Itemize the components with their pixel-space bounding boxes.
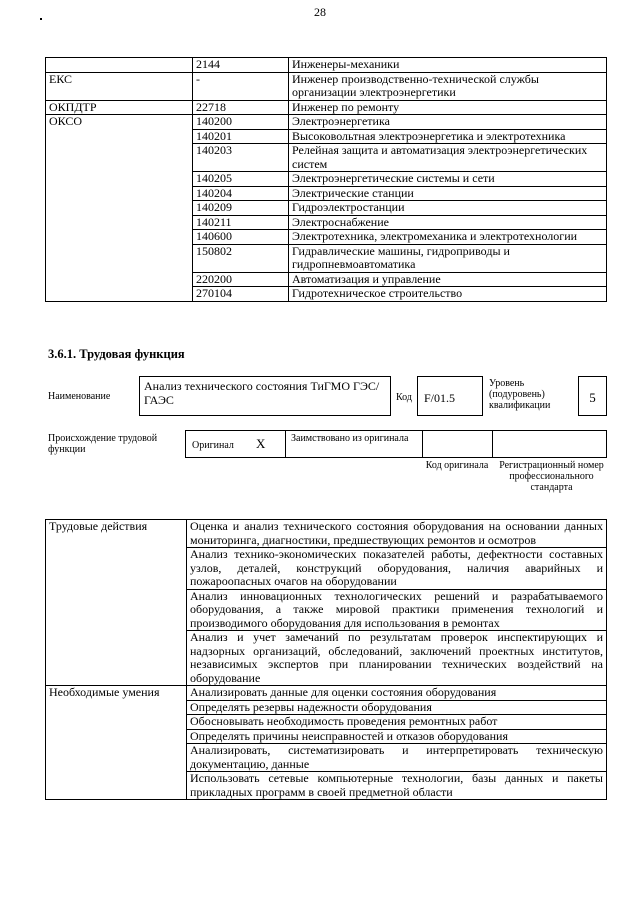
classification-group: ОКПДТР [46,100,193,115]
classification-name: Гидротехническое строительство [289,287,607,302]
labor-action: Оценка и анализ технического состояния оборудования на основании данных мониторинга, диагностики, предшествующих ремонтов и осмотров [187,520,607,548]
classification-code: 140209 [193,201,289,216]
classification-code: 140205 [193,172,289,187]
skills-label: Необходимые умения [46,686,187,800]
classification-name: Автоматизация и управление [289,272,607,287]
function-code-box [417,376,483,416]
classification-code: 270104 [193,287,289,302]
classification-group [46,58,193,73]
level-box [578,376,607,416]
classification-name: Электроснабжение [289,215,607,230]
classification-name: Гидравлические машины, гидроприводы и гидропневмоавтоматика [289,244,607,272]
labor-action-row [46,520,607,548]
original-label: Оригинал [192,440,234,451]
classification-row [46,115,607,130]
section-title: 3.6.1. Трудовая функция [48,347,185,361]
labor-action: Анализ и учет замечаний по результатам проверок инспектирующих и надзорных организаций, обследований, заключений проектных институтов, независимых экспертов при планировании технических воздействий на оборудование [187,631,607,686]
classification-name: Релейная защита и автоматизация электроэнергетических систем [289,144,607,172]
classification-group: ЕКС [46,72,193,100]
code-original-caption: Код оригинала [425,460,489,471]
level-label: Уровень (подуровень) квалификации [489,378,551,411]
function-name-value: Анализ технического состояния ТиГМО ГЭС/ГАЭС [144,379,380,407]
classification-code: 140211 [193,215,289,230]
labor-action: Анализ технико-экономических показателей работы, дефектности составных узлов, деталей, конструкций оборудования, наличия аварийных и пожароопасных очагов на оборудовании [187,548,607,590]
classification-group: ОКСО [46,115,193,302]
classification-code: 140600 [193,230,289,245]
classification-code: 140201 [193,129,289,144]
classification-name: Электроэнергетические системы и сети [289,172,607,187]
classification-code: 140203 [193,144,289,172]
code-label: Код [396,392,412,403]
labor-action: Анализ инновационных технологических решений и разрабатываемого оборудования, а также мировой практики применения технологий и производимого оборудования для использования в ремонтах [187,589,607,631]
origin-divider-2 [422,430,423,458]
classification-name: Гидроэлектростанции [289,201,607,216]
classification-name: Электрические станции [289,186,607,201]
classification-name: Электротехника, электромеханика и электротехнологии [289,230,607,245]
reg-number-caption: Регистрационный номер профессионального стандарта [499,460,604,493]
original-mark: X [256,436,266,451]
origin-label: Происхождение трудовой функции [48,433,158,455]
function-code-value: F/01.5 [424,391,456,405]
classification-name: Инженеры-механики [289,58,607,73]
skill: Обосновывать необходимость проведения ремонтных работ [187,715,607,730]
page-number: 28 [314,5,326,19]
name-label: Наименование [48,391,111,402]
classification-name: Высоковольтная электроэнергетика и электротехника [289,129,607,144]
classification-code: 150802 [193,244,289,272]
labor-actions-table [45,519,607,800]
borrowed-label: Заимствовано из оригинала [291,433,409,444]
classification-row [46,58,607,73]
skill-row [46,686,607,701]
skill: Определять причины неисправностей и отказов оборудования [187,729,607,744]
classification-code: 220200 [193,272,289,287]
classification-name: Электроэнергетика [289,115,607,130]
origin-divider-3 [492,430,493,458]
classification-code: 2144 [193,58,289,73]
function-name-box [139,376,391,416]
classification-row [46,72,607,100]
skill: Анализировать, систематизировать и интерпретировать техническую документацию, данные [187,744,607,772]
scan-speck [40,18,42,20]
classification-table [45,57,607,302]
skill: Анализировать данные для оценки состояния оборудования [187,686,607,701]
classification-name: Инженер производственно-технической службы организации электроэнергетики [289,72,607,100]
classification-row [46,100,607,115]
skill: Использовать сетевые компьютерные технологии, базы данных и пакеты прикладных программ в своей предметной области [187,772,607,800]
classification-code: 22718 [193,100,289,115]
level-value: 5 [589,390,596,405]
skill: Определять резервы надежности оборудования [187,700,607,715]
classification-code: 140200 [193,115,289,130]
labor-actions-label: Трудовые действия [46,520,187,686]
classification-name: Инженер по ремонту [289,100,607,115]
classification-code: - [193,72,289,100]
origin-divider-1 [285,430,286,458]
classification-code: 140204 [193,186,289,201]
